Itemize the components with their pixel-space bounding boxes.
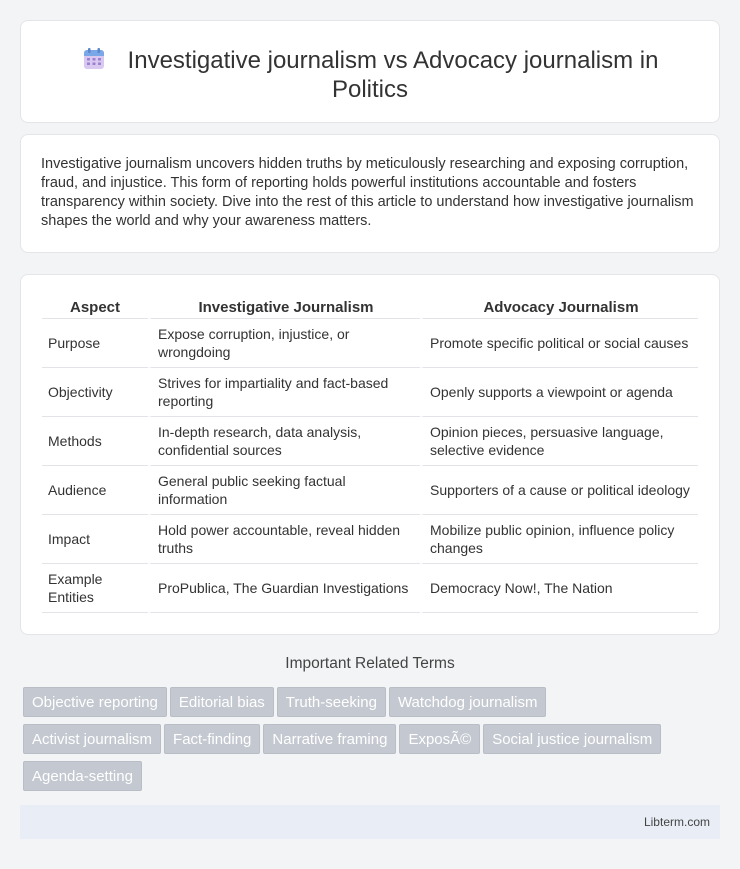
table-header-row bbox=[42, 297, 698, 319]
cell-aspect: Example Entities bbox=[42, 564, 148, 613]
tag-truth-seeking[interactable]: Truth-seeking bbox=[277, 687, 386, 717]
cell-investigative: In-depth research, data analysis, confidential sources bbox=[148, 417, 420, 466]
cell-investigative: General public seeking factual information bbox=[148, 466, 420, 515]
related-terms-list bbox=[23, 687, 723, 798]
table-row bbox=[42, 319, 698, 368]
cell-advocacy: Opinion pieces, persuasive language, selective evidence bbox=[420, 417, 698, 466]
table-row bbox=[42, 466, 698, 515]
header-aspect: Aspect bbox=[42, 297, 148, 319]
intro-text: Investigative journalism uncovers hidden truths by meticulously researching and exposing corruption, fraud, and injustice. This form of reporting holds powerful institutions accountable and fosters transparency within society. Dive into the rest of this article to understand how investigative journalism shapes the world and why your awareness matters. bbox=[41, 156, 694, 229]
intro-card bbox=[20, 134, 720, 253]
tag-narrative-framing[interactable]: Narrative framing bbox=[263, 724, 396, 754]
footer bbox=[20, 805, 720, 839]
tag-watchdog-journalism[interactable]: Watchdog journalism bbox=[389, 687, 547, 717]
cell-investigative: Expose corruption, injustice, or wrongdoing bbox=[148, 319, 420, 368]
title-card bbox=[20, 20, 720, 123]
cell-investigative: Strives for impartiality and fact-based reporting bbox=[148, 368, 420, 417]
table-row bbox=[42, 417, 698, 466]
calendar-icon bbox=[82, 47, 106, 71]
cell-aspect: Purpose bbox=[42, 319, 148, 368]
header-advocacy: Advocacy Journalism bbox=[420, 297, 698, 319]
header-investigative: Investigative Journalism bbox=[148, 297, 420, 319]
table-row bbox=[42, 368, 698, 417]
cell-aspect: Audience bbox=[42, 466, 148, 515]
tag-agenda-setting[interactable]: Agenda-setting bbox=[23, 761, 142, 791]
page-title-text: Investigative journalism vs Advocacy journalism in Politics bbox=[127, 47, 659, 103]
cell-investigative: ProPublica, The Guardian Investigations bbox=[148, 564, 420, 613]
page-title bbox=[21, 21, 719, 104]
cell-advocacy: Supporters of a cause or political ideology bbox=[420, 466, 698, 515]
cell-advocacy: Openly supports a viewpoint or agenda bbox=[420, 368, 698, 417]
tag-editorial-bias[interactable]: Editorial bias bbox=[170, 687, 274, 717]
related-terms-title: Important Related Terms bbox=[285, 655, 455, 672]
footer-site-link[interactable]: Libterm.com bbox=[643, 815, 710, 829]
table-row bbox=[42, 564, 698, 613]
table-row bbox=[42, 515, 698, 564]
tag-activist-journalism[interactable]: Activist journalism bbox=[23, 724, 161, 754]
cell-aspect: Methods bbox=[42, 417, 148, 466]
cell-aspect: Impact bbox=[42, 515, 148, 564]
tag-expose[interactable]: ExposÃ© bbox=[399, 724, 480, 754]
tag-fact-finding[interactable]: Fact-finding bbox=[164, 724, 260, 754]
cell-investigative: Hold power accountable, reveal hidden truths bbox=[148, 515, 420, 564]
comparison-table bbox=[42, 297, 698, 613]
cell-advocacy: Promote specific political or social causes bbox=[420, 319, 698, 368]
comparison-table-card bbox=[20, 274, 720, 635]
tag-objective-reporting[interactable]: Objective reporting bbox=[23, 687, 167, 717]
cell-aspect: Objectivity bbox=[42, 368, 148, 417]
cell-advocacy: Mobilize public opinion, influence policy changes bbox=[420, 515, 698, 564]
cell-advocacy: Democracy Now!, The Nation bbox=[420, 564, 698, 613]
tag-social-justice-journalism[interactable]: Social justice journalism bbox=[483, 724, 661, 754]
